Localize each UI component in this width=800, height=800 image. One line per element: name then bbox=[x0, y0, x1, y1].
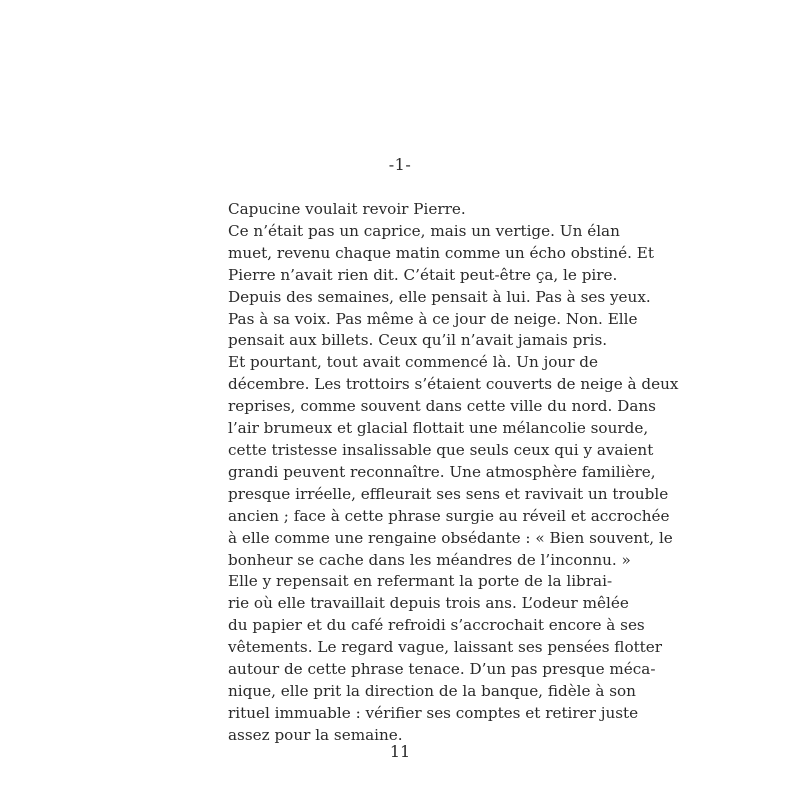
text-line: vêtements. Le regard vague, laissant ses pensées flotter bbox=[228, 638, 663, 657]
text-line: muet, revenu chaque matin comme un écho obstiné. Et bbox=[228, 243, 654, 262]
text-line: Pierre n’avait rien dit. C’était peut-être ça, le pire. bbox=[228, 265, 618, 284]
text-line: pensait aux billets. Ceux qu’il n’avait jamais pris. bbox=[228, 331, 608, 350]
paragraph-5 bbox=[228, 571, 663, 746]
text-line: du papier et du café refroidi s’accrochait encore à ses bbox=[228, 616, 645, 635]
text-line: nique, elle prit la direction de la banque, fidèle à son bbox=[228, 681, 636, 700]
text-line: autour de cette phrase tenace. D’un pas presque méca- bbox=[228, 660, 656, 679]
text-line: Pas à sa voix. Pas même à ce jour de neige. Non. Elle bbox=[228, 309, 638, 328]
text-line: grandi peuvent reconnaître. Une atmosphère familière, bbox=[228, 462, 656, 481]
text-line: ancien ; face à cette phrase surgie au réveil et accrochée bbox=[228, 506, 670, 525]
text-line: rituel immuable : vérifier ses comptes et retirer juste bbox=[228, 703, 639, 722]
chapter-number: -1- bbox=[388, 155, 412, 174]
text-line: à elle comme une rengaine obsédante : « Bien souvent, le bbox=[228, 528, 673, 547]
paragraph-3 bbox=[228, 287, 651, 353]
page-number: 11 bbox=[389, 742, 411, 761]
text-line: cette tristesse insalissable que seuls ceux qui y avaient bbox=[228, 440, 654, 459]
paragraph-4 bbox=[228, 352, 679, 571]
paragraph-2 bbox=[228, 221, 654, 287]
text-line: Et pourtant, tout avait commencé là. Un jour de bbox=[228, 353, 599, 372]
text-line: l’air brumeux et glacial flottait une mélancolie sourde, bbox=[228, 419, 649, 438]
text-line: Depuis des semaines, elle pensait à lui. Pas à ses yeux. bbox=[228, 287, 651, 306]
paragraph-1 bbox=[228, 199, 591, 221]
text-line: rie où elle travaillait depuis trois ans. L’odeur mêlée bbox=[228, 594, 629, 613]
text-line: reprises, comme souvent dans cette ville du nord. Dans bbox=[228, 397, 656, 416]
text-line: presque irréelle, effleurait ses sens et ravivait un trouble bbox=[228, 484, 669, 503]
text-line: assez pour la semaine. bbox=[228, 725, 403, 744]
text-line: Ce n’était pas un caprice, mais un vertige. Un élan bbox=[228, 221, 620, 240]
text-line: bonheur se cache dans les méandres de l’inconnu. » bbox=[228, 550, 631, 569]
text-line: Capucine voulait revoir Pierre. bbox=[228, 200, 466, 218]
text-line: Elle y repensait en refermant la porte de la librai- bbox=[228, 572, 613, 591]
body-text bbox=[228, 199, 679, 747]
text-line: décembre. Les trottoirs s’étaient couverts de neige à deux bbox=[228, 375, 679, 394]
